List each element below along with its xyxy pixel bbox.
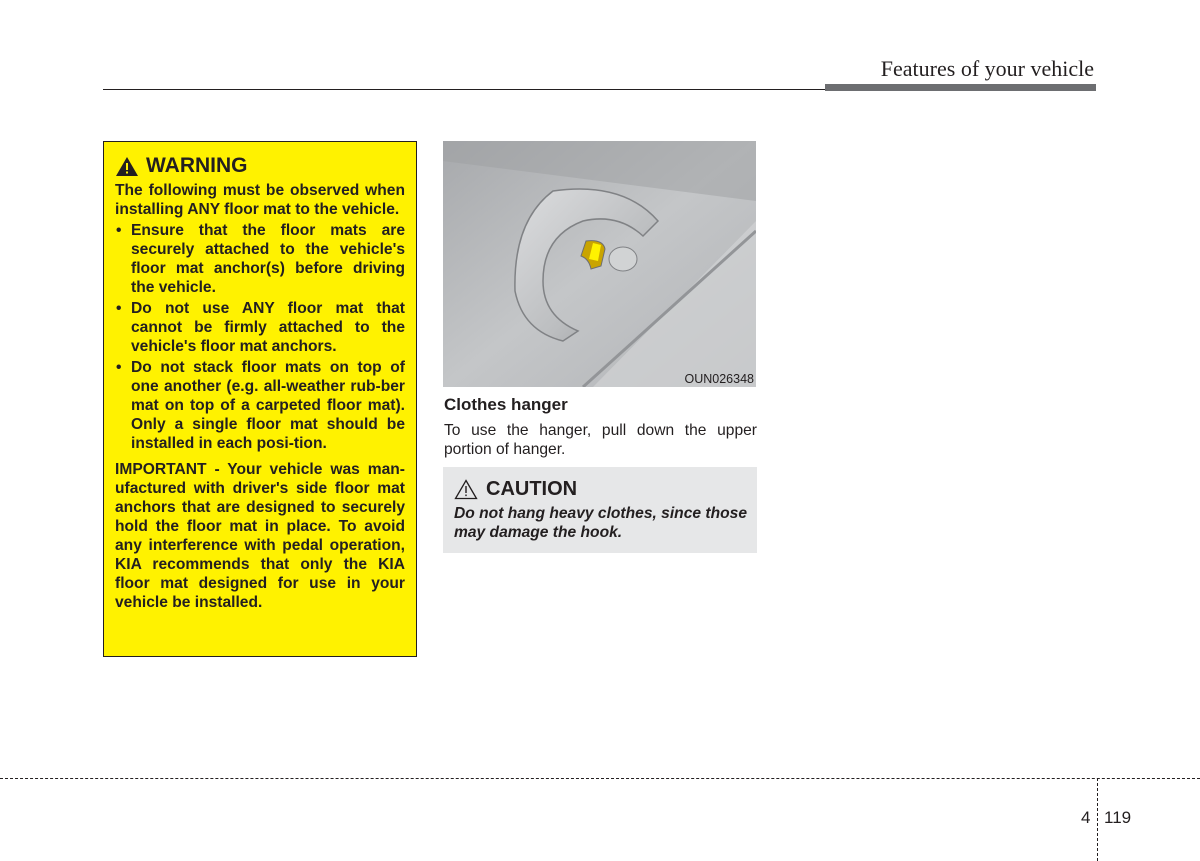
warning-triangle-icon	[115, 156, 139, 177]
warning-heading	[115, 154, 405, 178]
footer-rule	[0, 778, 1200, 779]
caution-text: Do not hang heavy clothes, since those may damage the hook.	[454, 505, 747, 541]
clothes-hanger-photo	[443, 141, 756, 387]
header-rule	[103, 89, 825, 90]
caution-heading-text: CAUTION	[486, 478, 578, 500]
warning-intro: The following must be observed when installing ANY floor mat to the vehicle.	[115, 182, 405, 218]
warning-bullet: • Do not stack floor mats on top of one another (e.g. all-weather rub-ber mat on top of a carpeted floor mat). Only a single floor mat should be installed in each posi-tion.	[115, 358, 405, 453]
photo-reference-code: OUN026348	[684, 372, 754, 386]
warning-bullet-list	[115, 221, 405, 453]
caution-triangle-icon	[454, 479, 478, 500]
warning-heading-text: WARNING	[146, 154, 248, 177]
clothes-hanger-illustration	[443, 141, 756, 387]
header-accent-bar	[825, 84, 1096, 91]
page-number: 119	[1104, 808, 1132, 827]
section-title: Clothes hanger	[444, 395, 568, 414]
caution-heading	[454, 477, 747, 501]
warning-bullet: • Ensure that the floor mats are securely attached to the vehicle's floor mat anchor(s) before driving the vehicle.	[115, 221, 405, 297]
warning-important-note: IMPORTANT - Your vehicle was man-ufactured with driver's side floor mat anchors that are designed to securely hold the floor mat in place. To avoid any interference with pedal operation, KIA recommends that only the KIA floor mat designed for use in your vehicle be installed.	[115, 461, 405, 611]
warning-bullet: • Do not use ANY floor mat that cannot be firmly attached to the vehicle's floor mat anchors.	[115, 299, 405, 356]
warning-box	[103, 141, 417, 657]
caution-box	[443, 467, 757, 553]
page-header-title: Features of your vehicle	[880, 56, 1094, 81]
section-body: To use the hanger, pull down the upper portion of hanger.	[444, 422, 757, 458]
footer-divider	[1097, 778, 1098, 861]
chapter-number: 4	[1081, 808, 1091, 827]
